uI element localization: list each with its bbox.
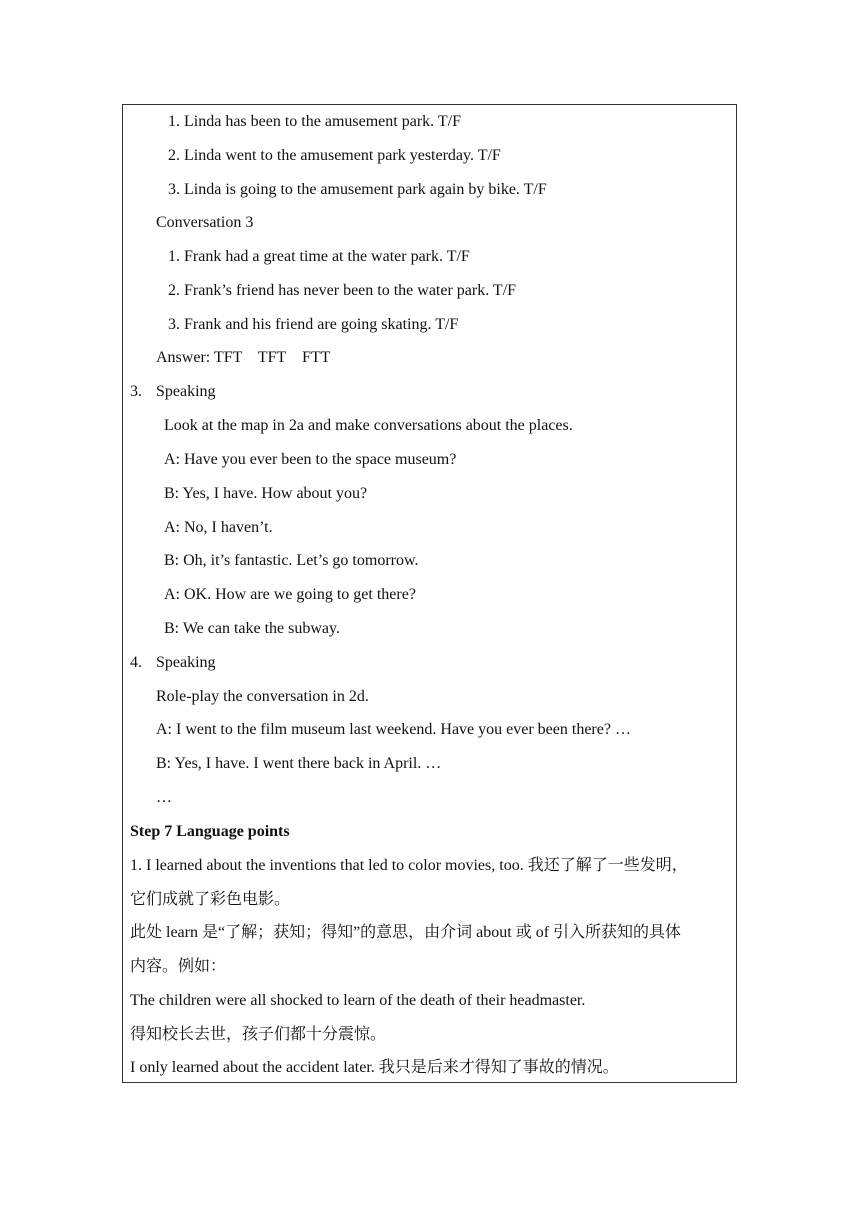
conv3-title: Conversation 3	[156, 214, 254, 231]
section-3-dialogue-line: B: We can take the subway.	[164, 620, 340, 637]
section-3-dialogue-line: A: OK. How are we going to get there?	[164, 586, 416, 603]
conv2-item-1: 1. Linda has been to the amusement park. T/F	[168, 113, 461, 130]
section-3-dialogue-line: B: Oh, it’s fantastic. Let’s go tomorrow.	[164, 552, 419, 569]
section-3-number: 3.	[130, 383, 142, 400]
explanation-line-1: 此处 learn 是“了解；获知；得知”的意思，由介词 about 或 of 引入所获知的具体	[130, 924, 682, 941]
conv2-item-3: 3. Linda is going to the amusement park again by bike. T/F	[168, 181, 547, 198]
explanation-line-2: 内容。例如：	[130, 958, 227, 975]
section-3-heading	[130, 382, 216, 402]
answer-key: Answer: TFT TFT FTT	[156, 349, 331, 366]
conv2-item-2: 2. Linda went to the amusement park yesterday. T/F	[168, 147, 501, 164]
section-3-dialogue-line: B: Yes, I have. How about you?	[164, 485, 368, 502]
section-4-number: 4.	[130, 654, 142, 671]
section-4-instruction: Role-play the conversation in 2d.	[156, 688, 369, 705]
point-1-line-2: 它们成就了彩色电影。	[130, 891, 291, 908]
section-4-dialogue-line: A: I went to the film museum last weekend. Have you ever been there? …	[156, 721, 631, 738]
section-4-dialogue-line: B: Yes, I have. I went there back in April. …	[156, 755, 442, 772]
point-1-line-1: 1. I learned about the inventions that led to color movies, too. 我还了解了一些发明，	[130, 857, 688, 874]
example-2: I only learned about the accident later. 我只是后来才得知了事故的情况。	[130, 1059, 619, 1076]
step-7-title: Step 7 Language points	[130, 823, 290, 840]
section-4-title: Speaking	[156, 654, 216, 671]
conv3-item-1: 1. Frank had a great time at the water park. T/F	[168, 248, 470, 265]
conv3-item-2: 2. Frank’s friend has never been to the water park. T/F	[168, 282, 517, 299]
section-4-ellipsis: …	[156, 789, 172, 806]
example-1-english: The children were all shocked to learn of the death of their headmaster.	[130, 992, 586, 1009]
section-3-dialogue-line: A: No, I haven’t.	[164, 519, 273, 536]
example-1-chinese: 得知校长去世，孩子们都十分震惊。	[130, 1026, 387, 1043]
conv3-item-3: 3. Frank and his friend are going skating. T/F	[168, 316, 459, 333]
section-4-heading	[130, 653, 216, 673]
section-3-instruction: Look at the map in 2a and make conversations about the places.	[164, 417, 573, 434]
section-3-title: Speaking	[156, 383, 216, 400]
section-3-dialogue-line: A: Have you ever been to the space museum?	[164, 451, 457, 468]
